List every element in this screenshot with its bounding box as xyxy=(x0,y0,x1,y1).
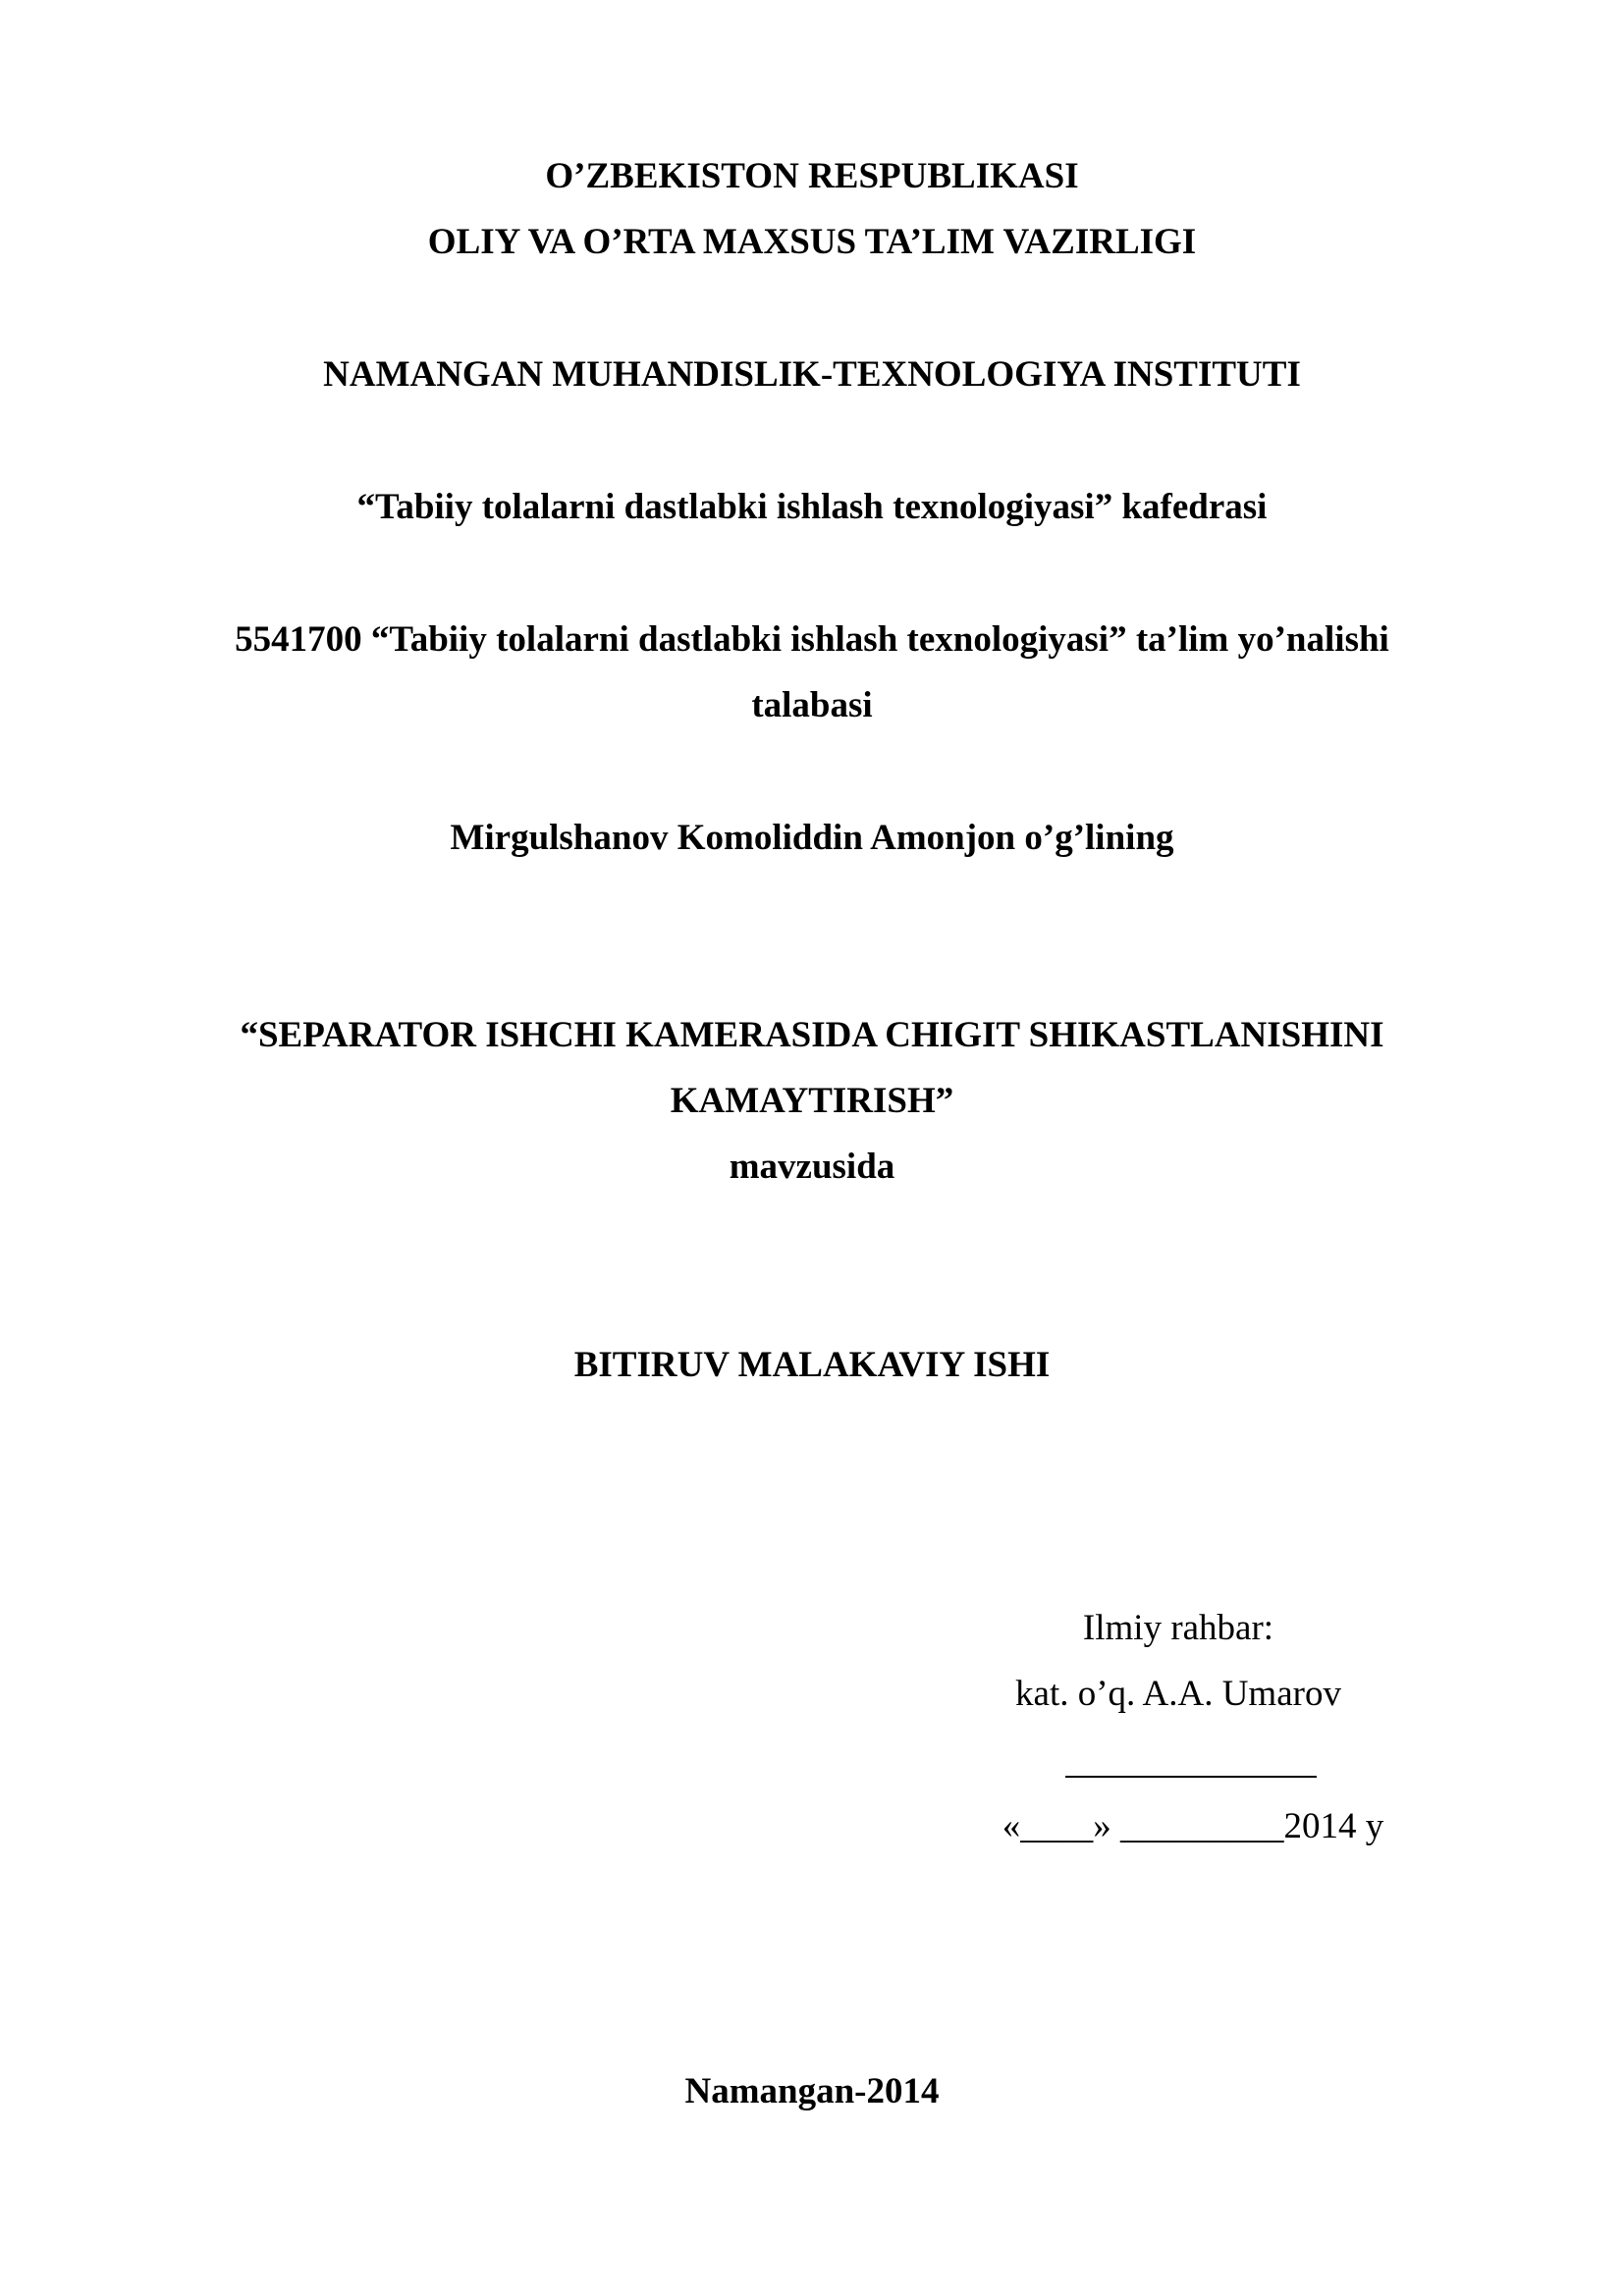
city-year-footer: Namangan-2014 xyxy=(684,2071,940,2111)
institute-heading: NAMANGAN MUHANDISLIK-TEXNOLOGIYA INSTITUTI xyxy=(323,354,1301,395)
topic-title-line-1: “SEPARATOR ISHCHI KAMERASIDA CHIGIT SHIKASTLANISHINI xyxy=(240,1015,1384,1055)
ministry-heading: OLIY VA O’RTA MAXSUS TA’LIM VAZIRLIGI xyxy=(427,222,1197,262)
date-line: «____» _________2014 y xyxy=(1001,1806,1384,1846)
direction-line-1: 5541700 “Tabiiy tolalarni dastlabki ishlash texnologiyasi” ta’lim yo’nalishi xyxy=(235,619,1389,660)
department-heading: “Tabiiy tolalarni dastlabki ishlash texnologiyasi” kafedrasi xyxy=(356,487,1268,527)
work-type-heading: BITIRUV MALAKAVIY ISHI xyxy=(573,1345,1051,1385)
signature-line xyxy=(1065,1776,1317,1778)
supervisor-label: Ilmiy rahbar: xyxy=(1082,1608,1274,1648)
republic-heading: O’ZBEKISTON RESPUBLIKASI xyxy=(545,156,1079,196)
topic-suffix: mavzusida xyxy=(729,1147,895,1187)
student-name: Mirgulshanov Komoliddin Amonjon o’g’lining xyxy=(450,818,1174,858)
topic-title-line-2: KAMAYTIRISH” xyxy=(670,1081,954,1121)
direction-line-2: talabasi xyxy=(751,685,873,725)
supervisor-name: kat. o’q. A.A. Umarov xyxy=(1015,1674,1341,1714)
